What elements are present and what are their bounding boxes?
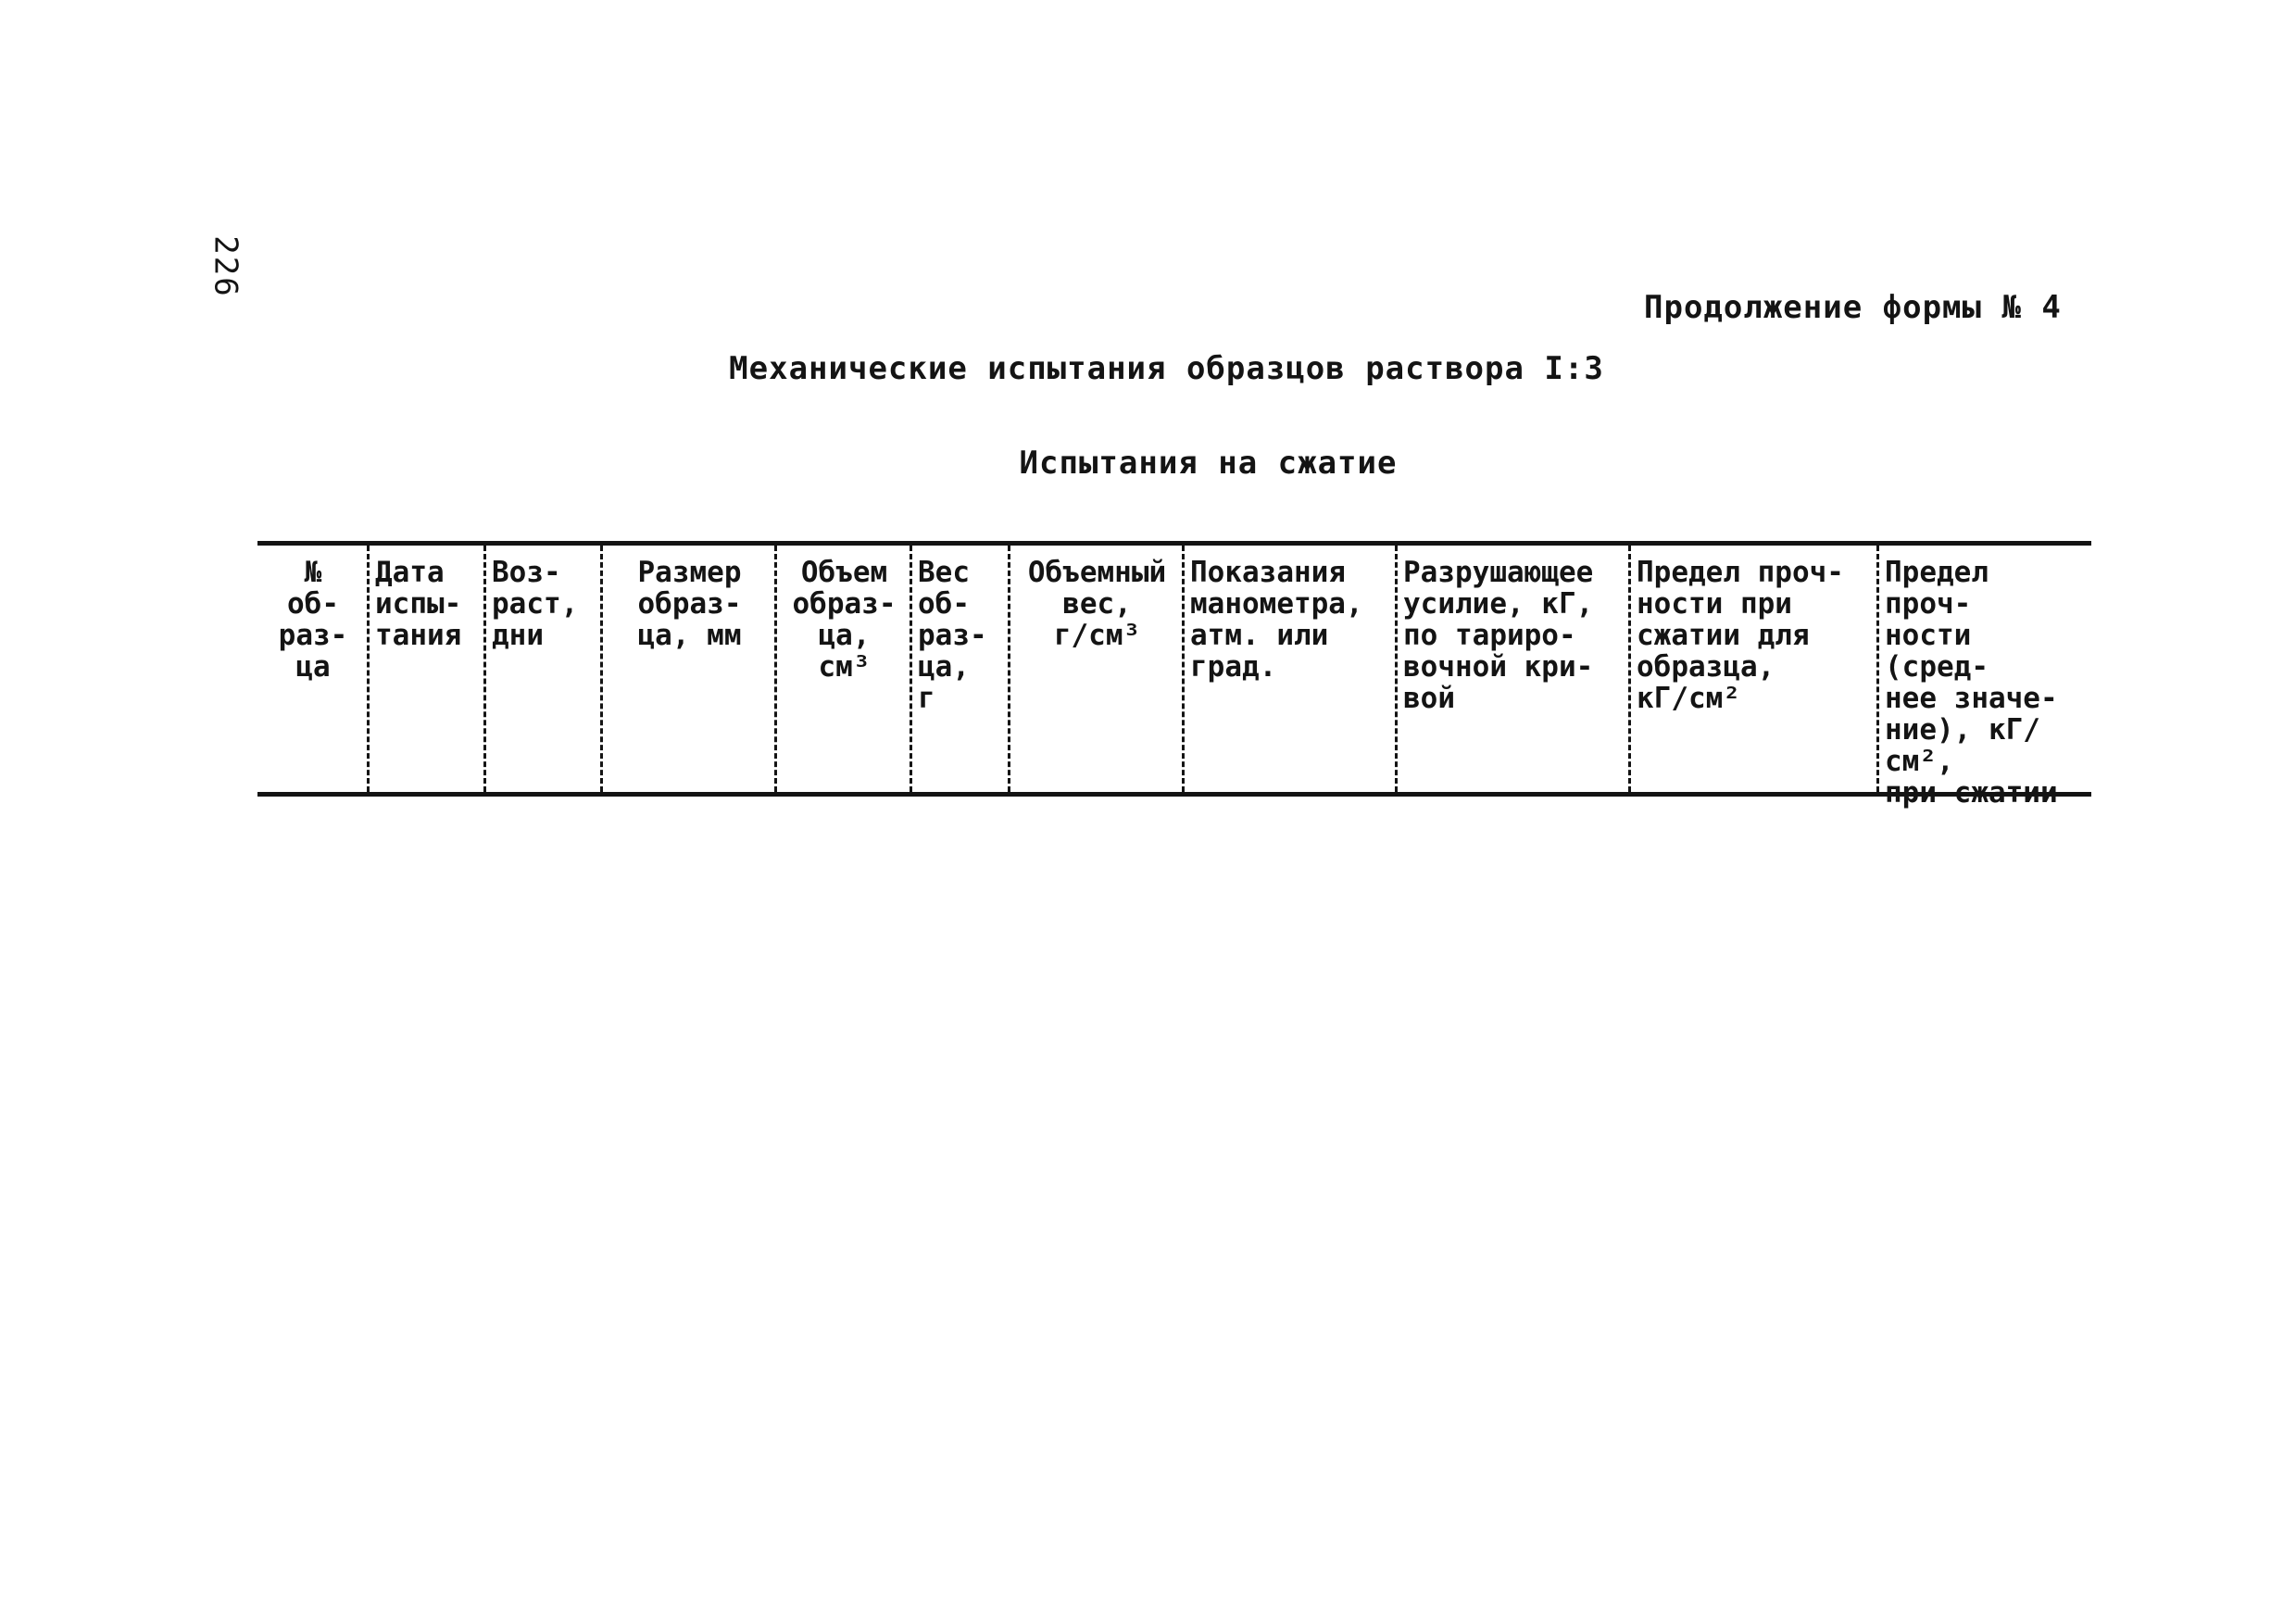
col-sample-weight: Вес об- раз- ца, г — [910, 546, 1008, 792]
col-breaking-force: Разрушающее усилие, кГ, по тариро- вочной кри- вой — [1395, 546, 1628, 792]
col-test-date: Дата испы- тания — [367, 546, 483, 792]
continuation-label: Продолжение формы № 4 — [1644, 289, 2062, 326]
page-number: 226 — [207, 235, 245, 298]
test-subtitle: Испытания на сжатие — [1019, 445, 1398, 482]
form-title: Механические испытания образцов раствора I:3 — [729, 350, 1604, 387]
col-bulk-density: Объемный вес, г/см³ — [1008, 546, 1182, 792]
col-sample-number: № об- раз- ца — [278, 556, 348, 684]
table-header — [257, 541, 2091, 810]
col-strength-sample: Предел проч- ности при сжатии для образца, кГ/см² — [1628, 546, 1876, 792]
col-gauge-reading: Показания манометра, атм. или град. — [1182, 546, 1395, 792]
col-age-days: Воз- раст, дни — [483, 546, 600, 792]
col-strength-mean: Предел проч- ности (сред- нее значе- ние), кГ/см², при сжатии — [1876, 546, 2091, 792]
col-sample-size: Размер образ- ца, мм — [600, 546, 774, 792]
col-sample-volume: Объем образ- ца, см³ — [774, 546, 910, 792]
